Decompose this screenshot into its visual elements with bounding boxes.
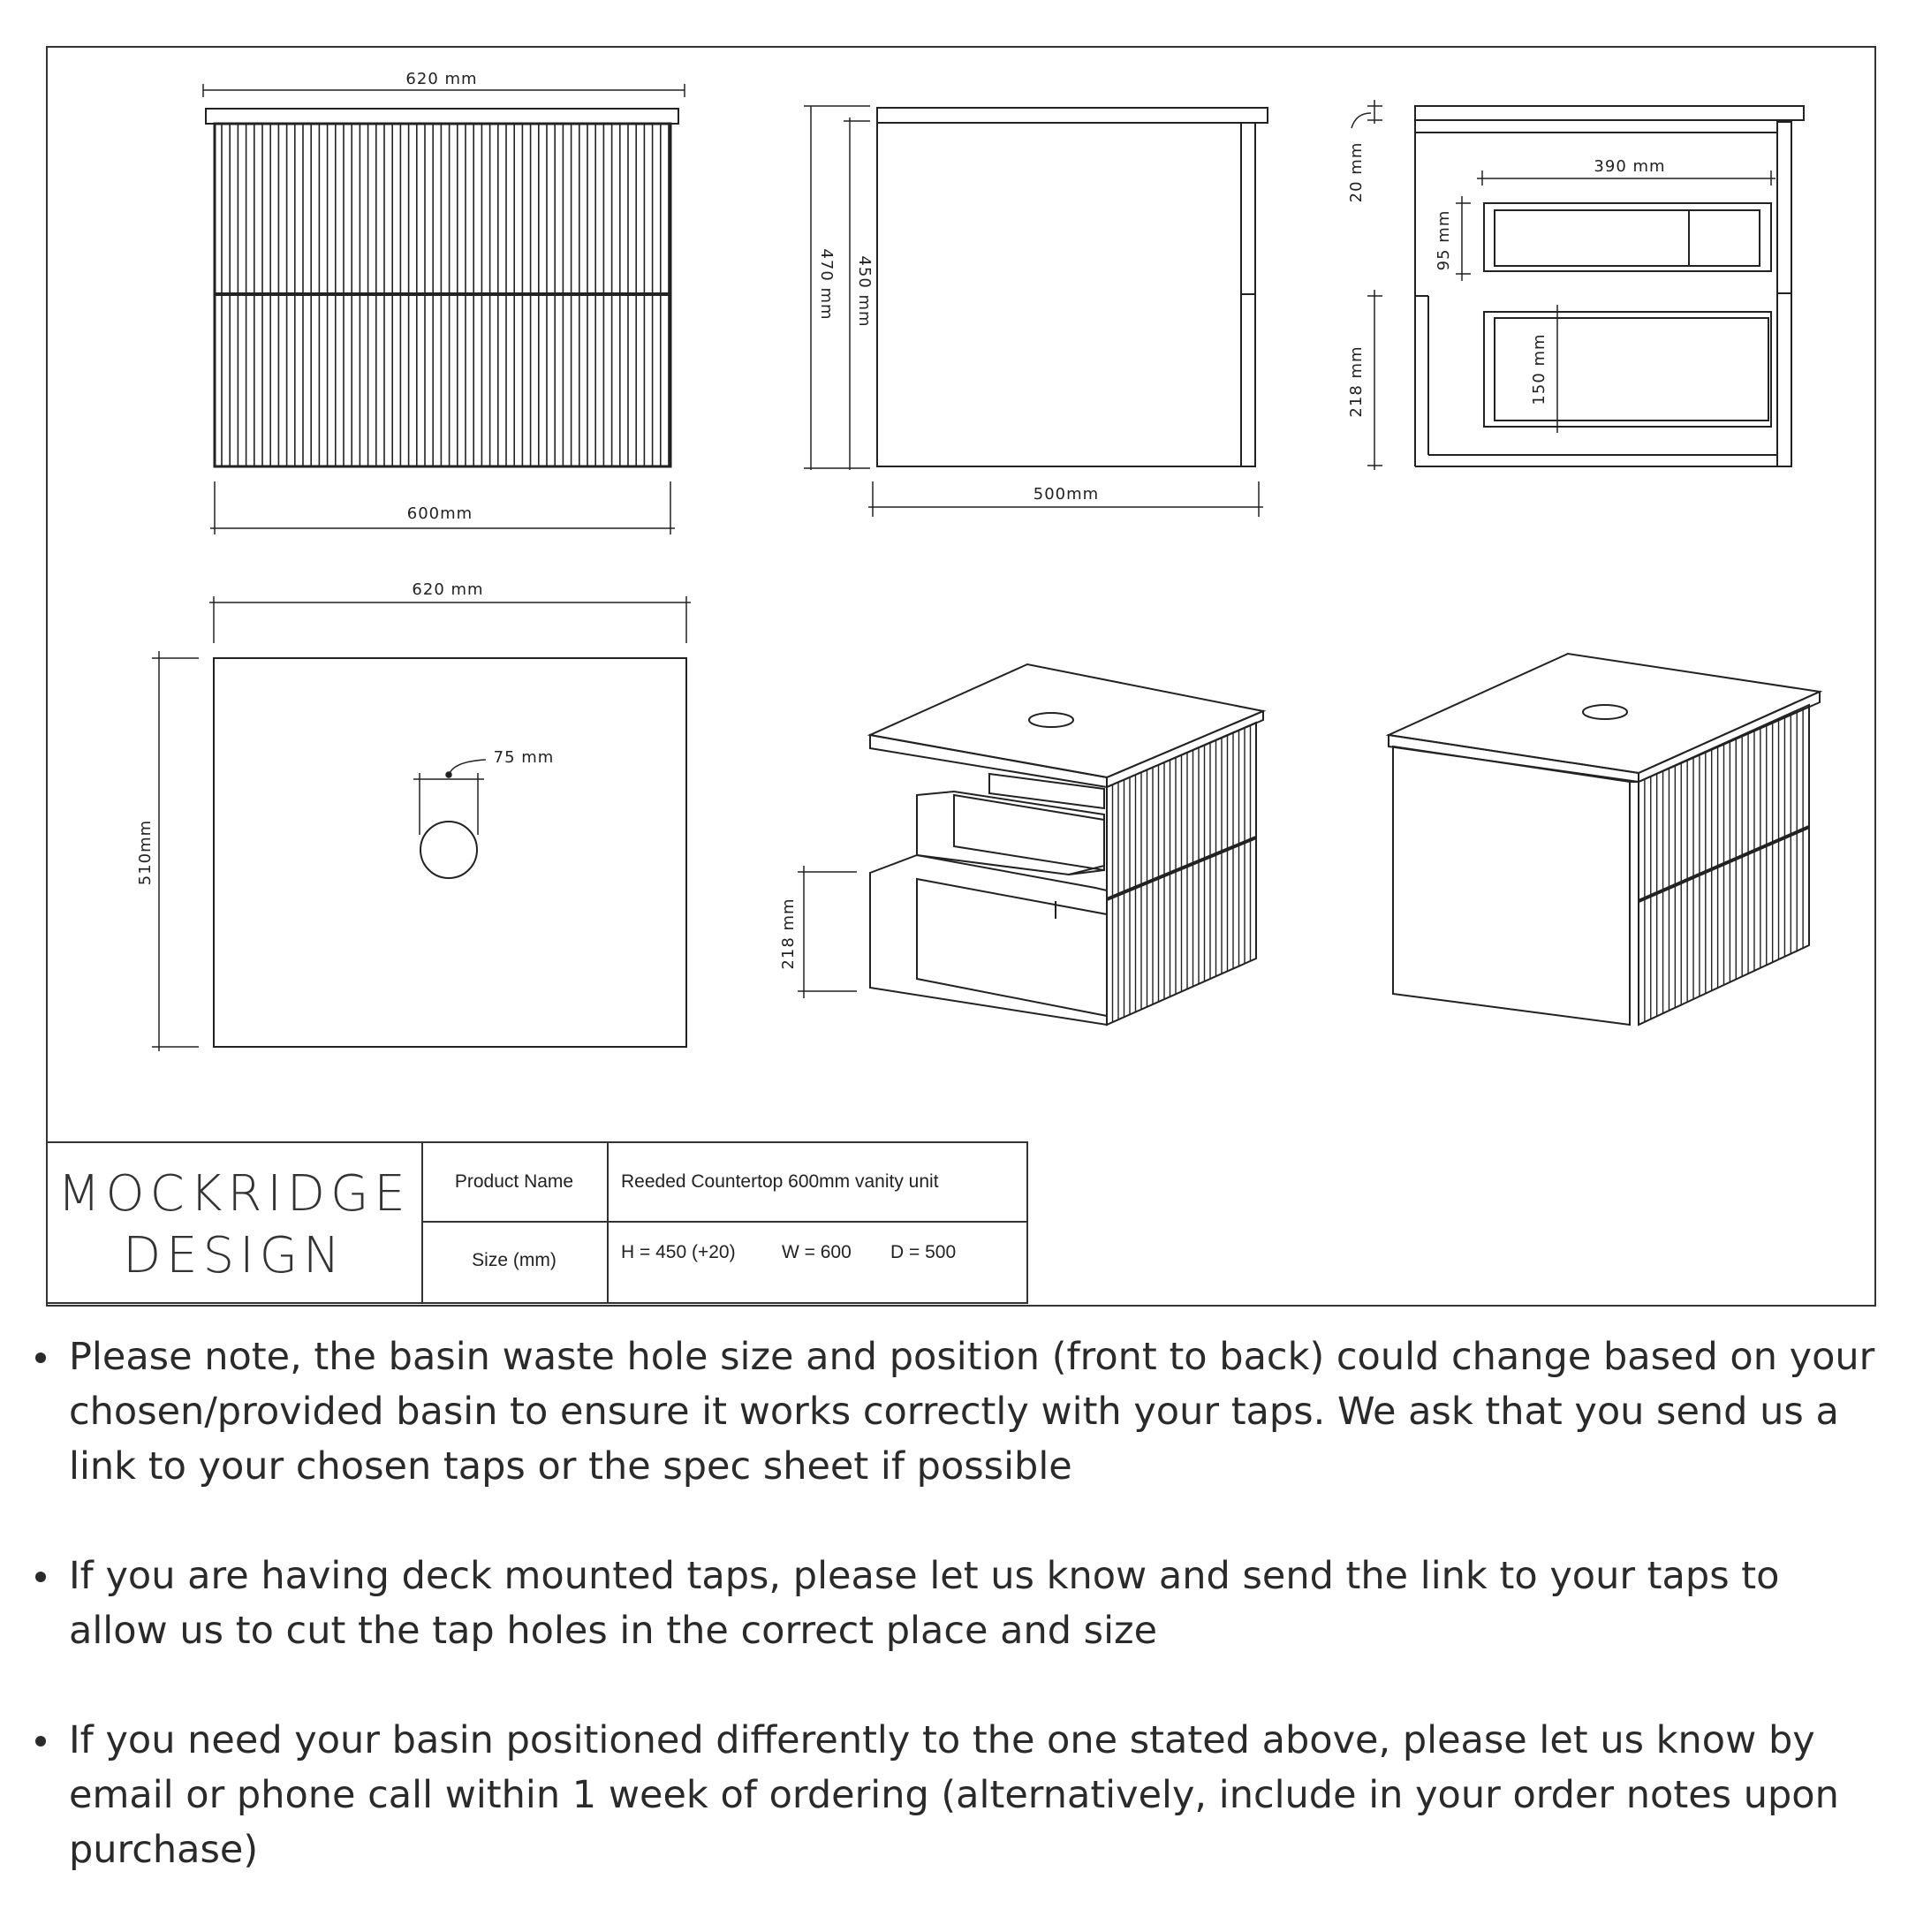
iso-closed-reeds (1645, 708, 1803, 1022)
iso-closed-view (1389, 654, 1820, 1025)
brand-line2: DESIGN (123, 1227, 345, 1284)
plan-waste-hole (420, 822, 477, 878)
iso-open-reeds (1113, 725, 1251, 1022)
size-w-value: W = 600 (782, 1242, 852, 1262)
note-item: If you are having deck mounted taps, please let us know and send the link to your taps to allow us to cut the tap holes in the correct place and size (35, 1549, 1882, 1658)
side-total-height-label: 470 mm (817, 248, 836, 321)
front-top-width-label: 620 mm (405, 70, 478, 88)
note-item: If you need your basin positioned differently to the one stated above, please let us know by email or phone call within 1 week of ordering (alternatively, include in your order notes upon purchase) (35, 1713, 1882, 1877)
size-label: Size (mm) (472, 1250, 556, 1270)
notes-list (35, 1330, 1882, 1932)
plan-hole-label: 75 mm (493, 748, 555, 767)
note-item: Please note, the basin waste hole size and position (front to back) could change based on your chosen/provided basin to ensure it works correctly with your taps. We ask that you send us a link to your chosen taps or the spec sheet if possible (35, 1330, 1882, 1494)
front-countertop (206, 109, 678, 124)
section-upper-drawer-label: 95 mm (1435, 209, 1453, 271)
plan-width-label: 620 mm (412, 580, 484, 599)
front-body-width-label: 600mm (406, 504, 473, 523)
product-name-value: Reeded Countertop 600mm vanity unit (621, 1171, 939, 1192)
size-d-value: D = 500 (890, 1242, 957, 1262)
plan-dimensions (152, 596, 691, 1051)
section-countertop (1415, 106, 1804, 120)
side-body-height-label: 450 mm (855, 255, 874, 328)
section-drawer-width-label: 390 mm (1594, 157, 1666, 176)
size-h-value: H = 450 (+20) (621, 1242, 736, 1262)
section-top-thickness-label: 20 mm (1347, 141, 1366, 203)
section-lower-height-label: 218 mm (1347, 345, 1366, 418)
brand-line1: MOCKRIDGE (57, 1165, 411, 1223)
plan-depth-label: 510mm (136, 819, 155, 886)
plan-countertop (214, 658, 686, 1047)
section-lower-drawer-label: 150 mm (1530, 333, 1548, 405)
iso-closed-side-panel (1393, 746, 1630, 1025)
side-depth-label: 500mm (1033, 485, 1100, 504)
drawing-frame (47, 47, 1875, 1306)
side-elevation (877, 108, 1268, 466)
section-upper-drawer (1484, 203, 1771, 271)
iso-lower-height-label: 218 mm (779, 898, 798, 970)
plan-view (214, 658, 686, 1047)
side-countertop (877, 108, 1268, 123)
product-name-label: Product Name (454, 1171, 574, 1192)
section-lower-drawer (1484, 312, 1771, 427)
iso-open-view (870, 664, 1263, 1025)
side-body (877, 123, 1241, 466)
iso-open-dimensions (798, 866, 857, 998)
front-elevation (206, 109, 678, 466)
